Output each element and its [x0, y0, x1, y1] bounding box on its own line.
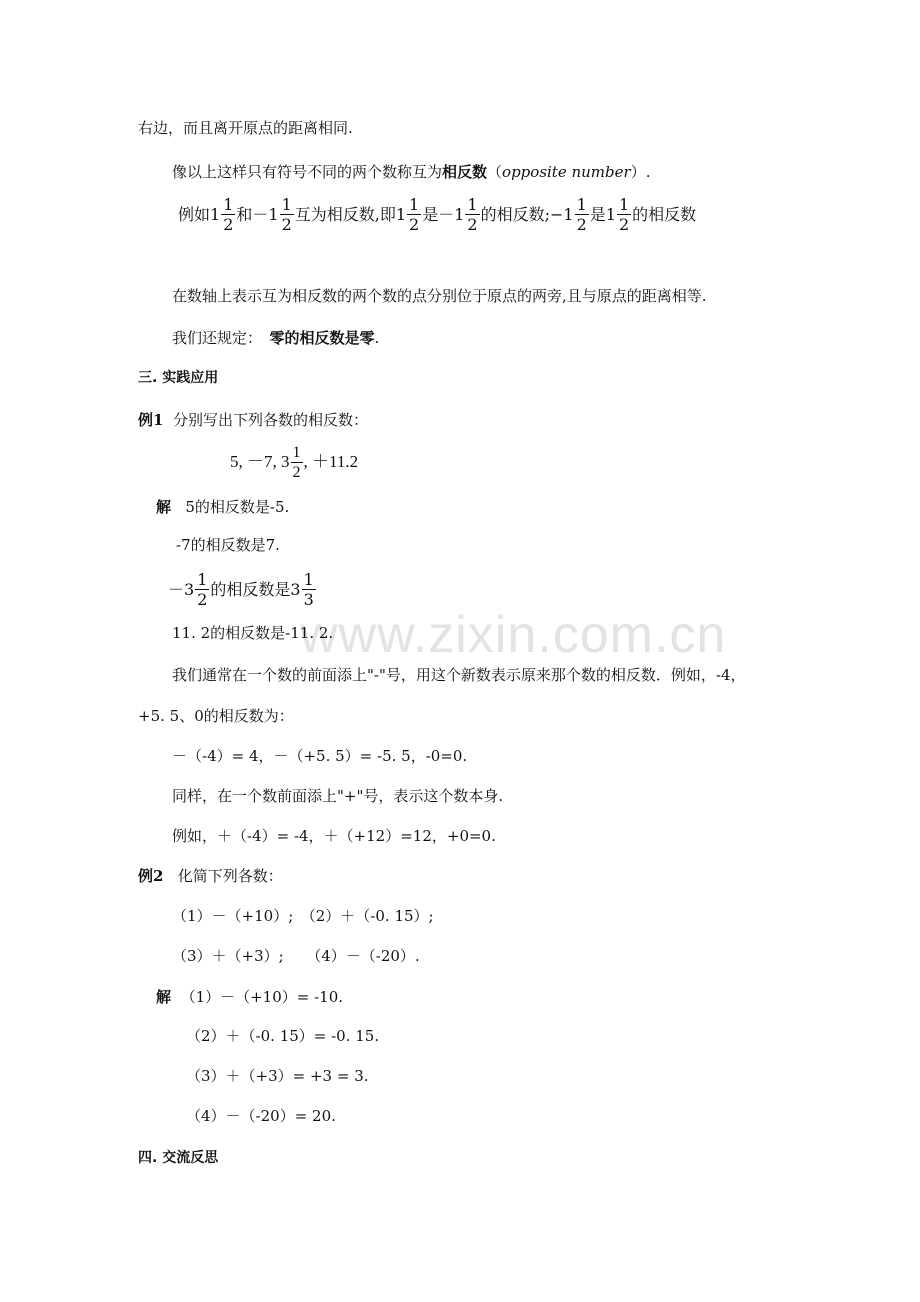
text-span: , ＋11.2	[303, 452, 359, 471]
example-title	[138, 866, 283, 886]
question-line: （1）－（+10）; （2）＋（-0. 15）;	[172, 907, 434, 925]
text-span: 5, －7, 3	[230, 452, 290, 471]
fraction: $\frac{1}{2}$	[292, 443, 301, 481]
text-span: 我们还规定：	[172, 329, 255, 347]
text-span: .	[374, 329, 380, 347]
solution-line: -7的相反数是7.	[176, 536, 280, 554]
example-label: 例2	[138, 867, 164, 885]
text-span: －3	[168, 580, 195, 599]
watermark: www.zixin.com.cn	[300, 606, 727, 664]
fraction: $\frac{1}{3}$	[303, 570, 314, 609]
section-heading: 四. 交流反思	[138, 1150, 219, 1166]
text-span: 像以上这样只有符号不同的两个数称互为	[172, 163, 443, 181]
number-list	[230, 440, 358, 484]
text-line: 例如，＋（-4）= -4，＋（+12）=12，+0=0.	[172, 827, 496, 845]
question-line: （3）＋（+3）; （4）－（-20）.	[172, 947, 420, 965]
term-bold: 相反数	[442, 163, 488, 181]
rule-line	[172, 328, 379, 348]
text-line: －（-4）= 4，－（+5. 5）= -5. 5，-0=0.	[172, 747, 468, 765]
text-span: 的相反数	[632, 205, 697, 224]
section-heading: 三. 实践应用	[138, 370, 219, 386]
text-span: 5的相反数是-5.	[185, 498, 290, 516]
text-span: 是－1	[422, 205, 465, 224]
example-title	[138, 410, 368, 430]
solution-line: （4）－（-20）= 20.	[186, 1107, 336, 1125]
solution-line	[156, 987, 343, 1007]
fraction: $\frac{1}{2}$	[618, 195, 630, 234]
text-line: +5. 5、0的相反数为：	[138, 707, 294, 725]
fraction: $\frac{1}{2}$	[576, 195, 587, 234]
text-span: 互为相反数,即1	[294, 205, 407, 224]
text-line: 右边，而且离开原点的距离相同.	[138, 119, 353, 137]
text-span: 和－1	[236, 205, 279, 224]
fraction: $\frac{1}{2}$	[409, 195, 420, 234]
fraction: $\frac{1}{2}$	[467, 195, 478, 234]
solution-label: 解	[156, 498, 172, 516]
text-span: 是1	[589, 205, 616, 224]
text-span: （1）－（+10）= -10.	[180, 988, 344, 1006]
solution-line	[156, 497, 289, 517]
solution-label: 解	[156, 988, 172, 1006]
fraction: $\frac{1}{2}$	[197, 570, 208, 609]
text-span: 分别写出下列各数的相反数：	[172, 411, 368, 429]
solution-line: （2）＋（-0. 15）= -0. 15.	[186, 1027, 380, 1045]
text-span: 例如1	[178, 205, 221, 224]
fraction: $\frac{1}{2}$	[223, 195, 234, 234]
fraction: $\frac{1}{2}$	[281, 195, 292, 234]
definition-line	[172, 162, 650, 182]
text-line: 在数轴上表示互为相反数的两个数的点分别位于原点的两旁,且与原点的距离相等.	[172, 287, 707, 305]
solution-line	[168, 568, 317, 612]
solution-line: 11. 2的相反数是-11. 2.	[172, 624, 334, 642]
rule-bold: 零的相反数是零	[269, 329, 375, 347]
solution-line: （3）＋（+3）= +3 = 3.	[186, 1067, 369, 1085]
text-span: （	[487, 163, 503, 181]
text-span: ）.	[630, 163, 651, 181]
text-line: 我们通常在一个数的前面添上"-"号，用这个新数表示原来那个数的相反数．例如，-4，	[172, 666, 746, 684]
term-english: opposite number	[502, 163, 631, 181]
text-line: 同样，在一个数前面添上"+"号，表示这个数本身.	[172, 787, 504, 805]
text-span: 化简下列各数：	[177, 867, 283, 885]
text-span: 的相反数是3	[210, 580, 301, 599]
example-label: 例1	[138, 411, 164, 429]
text-span: 的相反数;−1	[480, 205, 574, 224]
example-fractions-line	[178, 193, 696, 237]
